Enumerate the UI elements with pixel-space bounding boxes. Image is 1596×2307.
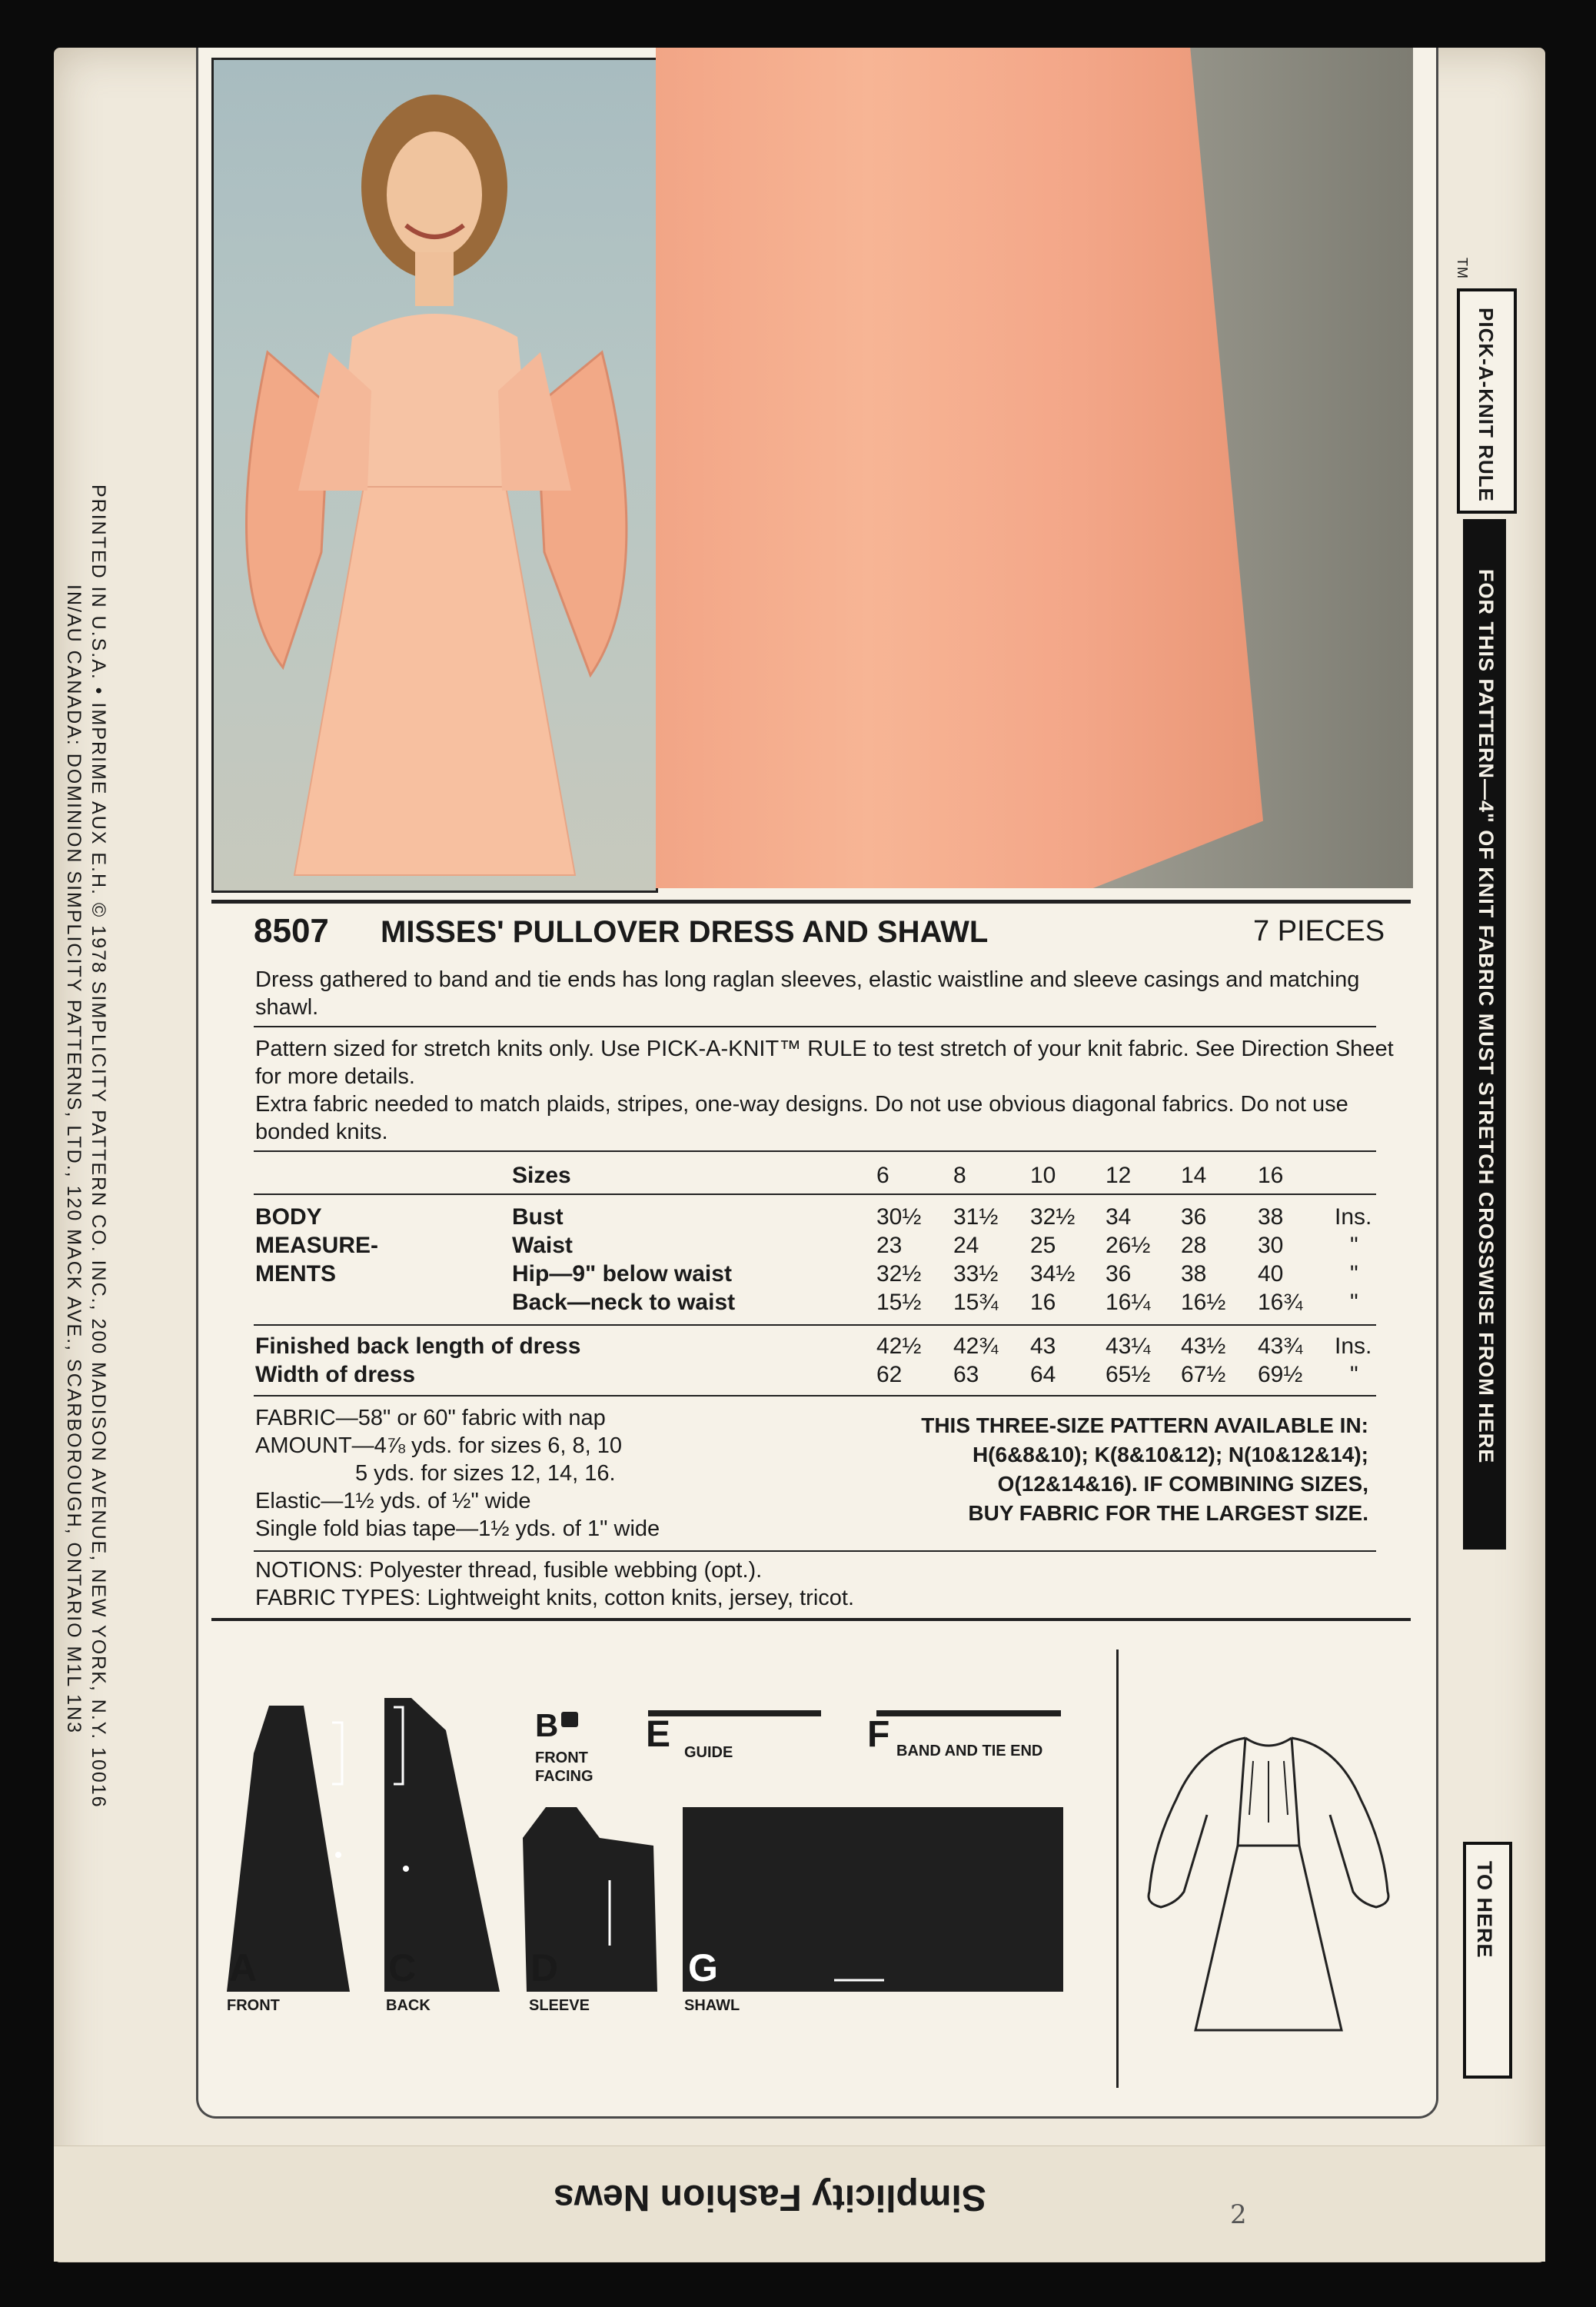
cell: 40 — [1258, 1260, 1284, 1287]
piece-e-letter: E — [646, 1714, 671, 1755]
cell: 62 — [876, 1361, 903, 1387]
size-8: 8 — [953, 1163, 966, 1188]
cell: 32½ — [1030, 1203, 1076, 1230]
cell: 25 — [1030, 1232, 1056, 1258]
cell: 43 — [1030, 1333, 1056, 1359]
body-label-1: BODY — [255, 1204, 322, 1230]
print-info-line1: PRINTED IN U.S.A. • IMPRIME AUX E.H. © 1978 SIMPLICITY PATTERN CO. INC., 200 MADISON AVENUE, NEW YORK, N.Y. 10016 — [88, 484, 109, 1809]
pieces-count: 7 PIECES — [1253, 915, 1385, 947]
cell: 26½ — [1106, 1232, 1151, 1258]
piece-d-name: SLEEVE — [529, 1997, 590, 2014]
piece-g-letter: G — [688, 1946, 718, 1989]
model-photo — [211, 58, 658, 893]
description-line2: shawl. — [255, 995, 319, 1020]
vertical-divider — [1116, 1650, 1119, 2088]
availability-line4: BUY FABRIC FOR THE LARGEST SIZE. — [968, 1501, 1368, 1525]
to-here-label: TO HERE — [1473, 1861, 1496, 1959]
availability-line3: O(12&14&16). IF COMBINING SIZES, — [997, 1472, 1368, 1496]
body-label-2: MEASURE- — [255, 1233, 379, 1258]
cell: 34 — [1106, 1203, 1132, 1230]
cell: 36 — [1106, 1260, 1132, 1287]
body-label-3: MENTS — [255, 1261, 336, 1287]
cell: 42¾ — [953, 1333, 999, 1359]
handwritten-mark: 2 — [1230, 2199, 1247, 2230]
finished-measurements-table — [255, 1332, 1381, 1389]
size-10: 10 — [1030, 1163, 1056, 1188]
divider — [254, 1550, 1376, 1552]
skirt-closeup — [656, 48, 1263, 888]
cell: 43½ — [1181, 1333, 1226, 1359]
cell: 30½ — [876, 1203, 922, 1230]
row-label: Bust — [512, 1203, 564, 1230]
cell: 65½ — [1106, 1361, 1151, 1387]
cell: 15¾ — [953, 1289, 999, 1315]
table-row — [255, 1332, 1381, 1360]
cell: 34½ — [1030, 1260, 1076, 1287]
piece-c-letter: C — [388, 1946, 417, 1989]
row-label: Back—neck to waist — [512, 1289, 736, 1315]
dress-sketch — [1130, 1715, 1407, 2046]
piece-a-letter: A — [229, 1946, 258, 1989]
piece-c-name: BACK — [386, 1997, 431, 2014]
notions-line: NOTIONS: Polyester thread, fusible webbing (opt.). — [255, 1558, 763, 1583]
piece-e-guide — [648, 1710, 821, 1716]
divider — [254, 1150, 1376, 1152]
cell: 16¼ — [1106, 1289, 1151, 1315]
trademark-mark: TM — [1455, 258, 1470, 279]
fabric-line3: 5 yds. for sizes 12, 14, 16. — [355, 1461, 616, 1486]
pattern-number: 8507 — [254, 912, 329, 950]
cell: 16 — [1030, 1289, 1056, 1315]
size-12: 12 — [1106, 1163, 1132, 1188]
fabric-line4: Elastic—1½ yds. of ½" wide — [255, 1489, 531, 1513]
unit: " — [1350, 1260, 1358, 1287]
note-line4: bonded knits. — [255, 1120, 388, 1144]
cell: 16½ — [1181, 1289, 1226, 1315]
table-row — [255, 1360, 1381, 1389]
piece-f-band — [876, 1710, 1061, 1716]
cell: 28 — [1181, 1232, 1207, 1258]
divider — [254, 1324, 1376, 1326]
unit: " — [1350, 1232, 1358, 1258]
piece-g-name: SHAWL — [684, 1997, 740, 2014]
pick-a-knit-label: PICK-A-KNIT RULE — [1475, 308, 1498, 502]
unit: " — [1350, 1361, 1358, 1387]
piece-a-name: FRONT — [227, 1997, 280, 2014]
pattern-title: MISSES' PULLOVER DRESS AND SHAWL — [381, 915, 989, 949]
cell: 15½ — [876, 1289, 922, 1315]
piece-f-name: BAND AND TIE END — [896, 1743, 1043, 1759]
divider — [254, 1193, 1376, 1195]
fabric-line2: AMOUNT—4⅞ yds. for sizes 6, 8, 10 — [255, 1433, 623, 1458]
piece-b-letter: B — [535, 1707, 559, 1743]
piece-g-shawl — [683, 1807, 1063, 1992]
cell: 16¾ — [1258, 1289, 1303, 1315]
cell: 36 — [1181, 1203, 1207, 1230]
note-line3: Extra fabric needed to match plaids, stripes, one-way designs. Do not use obvious diagonal fabrics. Do not use — [255, 1092, 1348, 1117]
cell: 69½ — [1258, 1361, 1303, 1387]
header-rule — [211, 900, 1411, 904]
availability-line2: H(6&8&10); K(8&10&12); N(10&12&14); — [972, 1443, 1368, 1466]
unit: " — [1350, 1289, 1358, 1315]
body-measurements-table — [512, 1203, 1381, 1317]
cell: 30 — [1258, 1232, 1284, 1258]
row-label: Waist — [512, 1232, 573, 1258]
size-16: 16 — [1258, 1163, 1284, 1188]
unit: Ins. — [1335, 1333, 1372, 1359]
row-label: Width of dress — [255, 1361, 416, 1387]
sizes-label: Sizes — [512, 1163, 571, 1188]
cell: 67½ — [1181, 1361, 1226, 1387]
piece-d-letter: D — [530, 1946, 559, 1989]
row-label: Finished back length of dress — [255, 1333, 581, 1359]
cell: 63 — [953, 1361, 979, 1387]
divider — [254, 1395, 1376, 1397]
cell: 42½ — [876, 1333, 922, 1359]
cell: 43¾ — [1258, 1333, 1303, 1359]
unit: Ins. — [1335, 1203, 1372, 1230]
table-row — [512, 1260, 1381, 1288]
cell: 38 — [1181, 1260, 1207, 1287]
piece-f-letter: F — [867, 1714, 890, 1755]
cell: 32½ — [876, 1260, 922, 1287]
cell: 64 — [1030, 1361, 1056, 1387]
cell: 31½ — [953, 1203, 999, 1230]
description-line1: Dress gathered to band and tie ends has long raglan sleeves, elastic waistline and sleeve casings and matching — [255, 967, 1360, 992]
table-row — [512, 1288, 1381, 1317]
pieces-rule — [211, 1618, 1411, 1621]
divider — [254, 1026, 1376, 1027]
row-label: Hip—9" below waist — [512, 1260, 732, 1287]
cell: 23 — [876, 1232, 903, 1258]
cell: 33½ — [953, 1260, 999, 1287]
table-row — [512, 1203, 1381, 1231]
fabric-types-line: FABRIC TYPES: Lightweight knits, cotton knits, jersey, tricot. — [255, 1586, 855, 1610]
fabric-line5: Single fold bias tape—1½ yds. of 1" wide — [255, 1516, 660, 1541]
cell: 43¼ — [1106, 1333, 1151, 1359]
piece-e-name: GUIDE — [684, 1744, 733, 1761]
cell: 24 — [953, 1232, 979, 1258]
dress-detail-photo — [656, 48, 1413, 888]
size-6: 6 — [876, 1163, 889, 1188]
print-info-line2: IN/AU CANADA: DOMINION SIMPLICITY PATTERNS, LTD., 120 MACK AVE., SCARBOROUGH, ONTARIO M1L 1N3 — [63, 584, 85, 1735]
availability-line1: THIS THREE-SIZE PATTERN AVAILABLE IN: — [921, 1413, 1368, 1437]
piece-b-name: FRONT FACING — [535, 1749, 594, 1785]
stretch-instruction: FOR THIS PATTERN—4" OF KNIT FABRIC MUST STRETCH CROSSWISE FROM HERE — [1475, 569, 1498, 1464]
size-14: 14 — [1181, 1163, 1207, 1188]
brand-footer: Simplicity Fashion News — [554, 2177, 986, 2218]
fabric-line1: FABRIC—58" or 60" fabric with nap — [255, 1406, 606, 1430]
note-line2: for more details. — [255, 1064, 415, 1089]
note-line1: Pattern sized for stretch knits only. Use PICK-A-KNIT™ RULE to test stretch of your knit fabric. See Direction Sheet — [255, 1037, 1394, 1061]
table-row — [512, 1231, 1381, 1260]
cell: 38 — [1258, 1203, 1284, 1230]
piece-b-front-facing — [561, 1712, 578, 1727]
model-illustration — [214, 60, 656, 891]
